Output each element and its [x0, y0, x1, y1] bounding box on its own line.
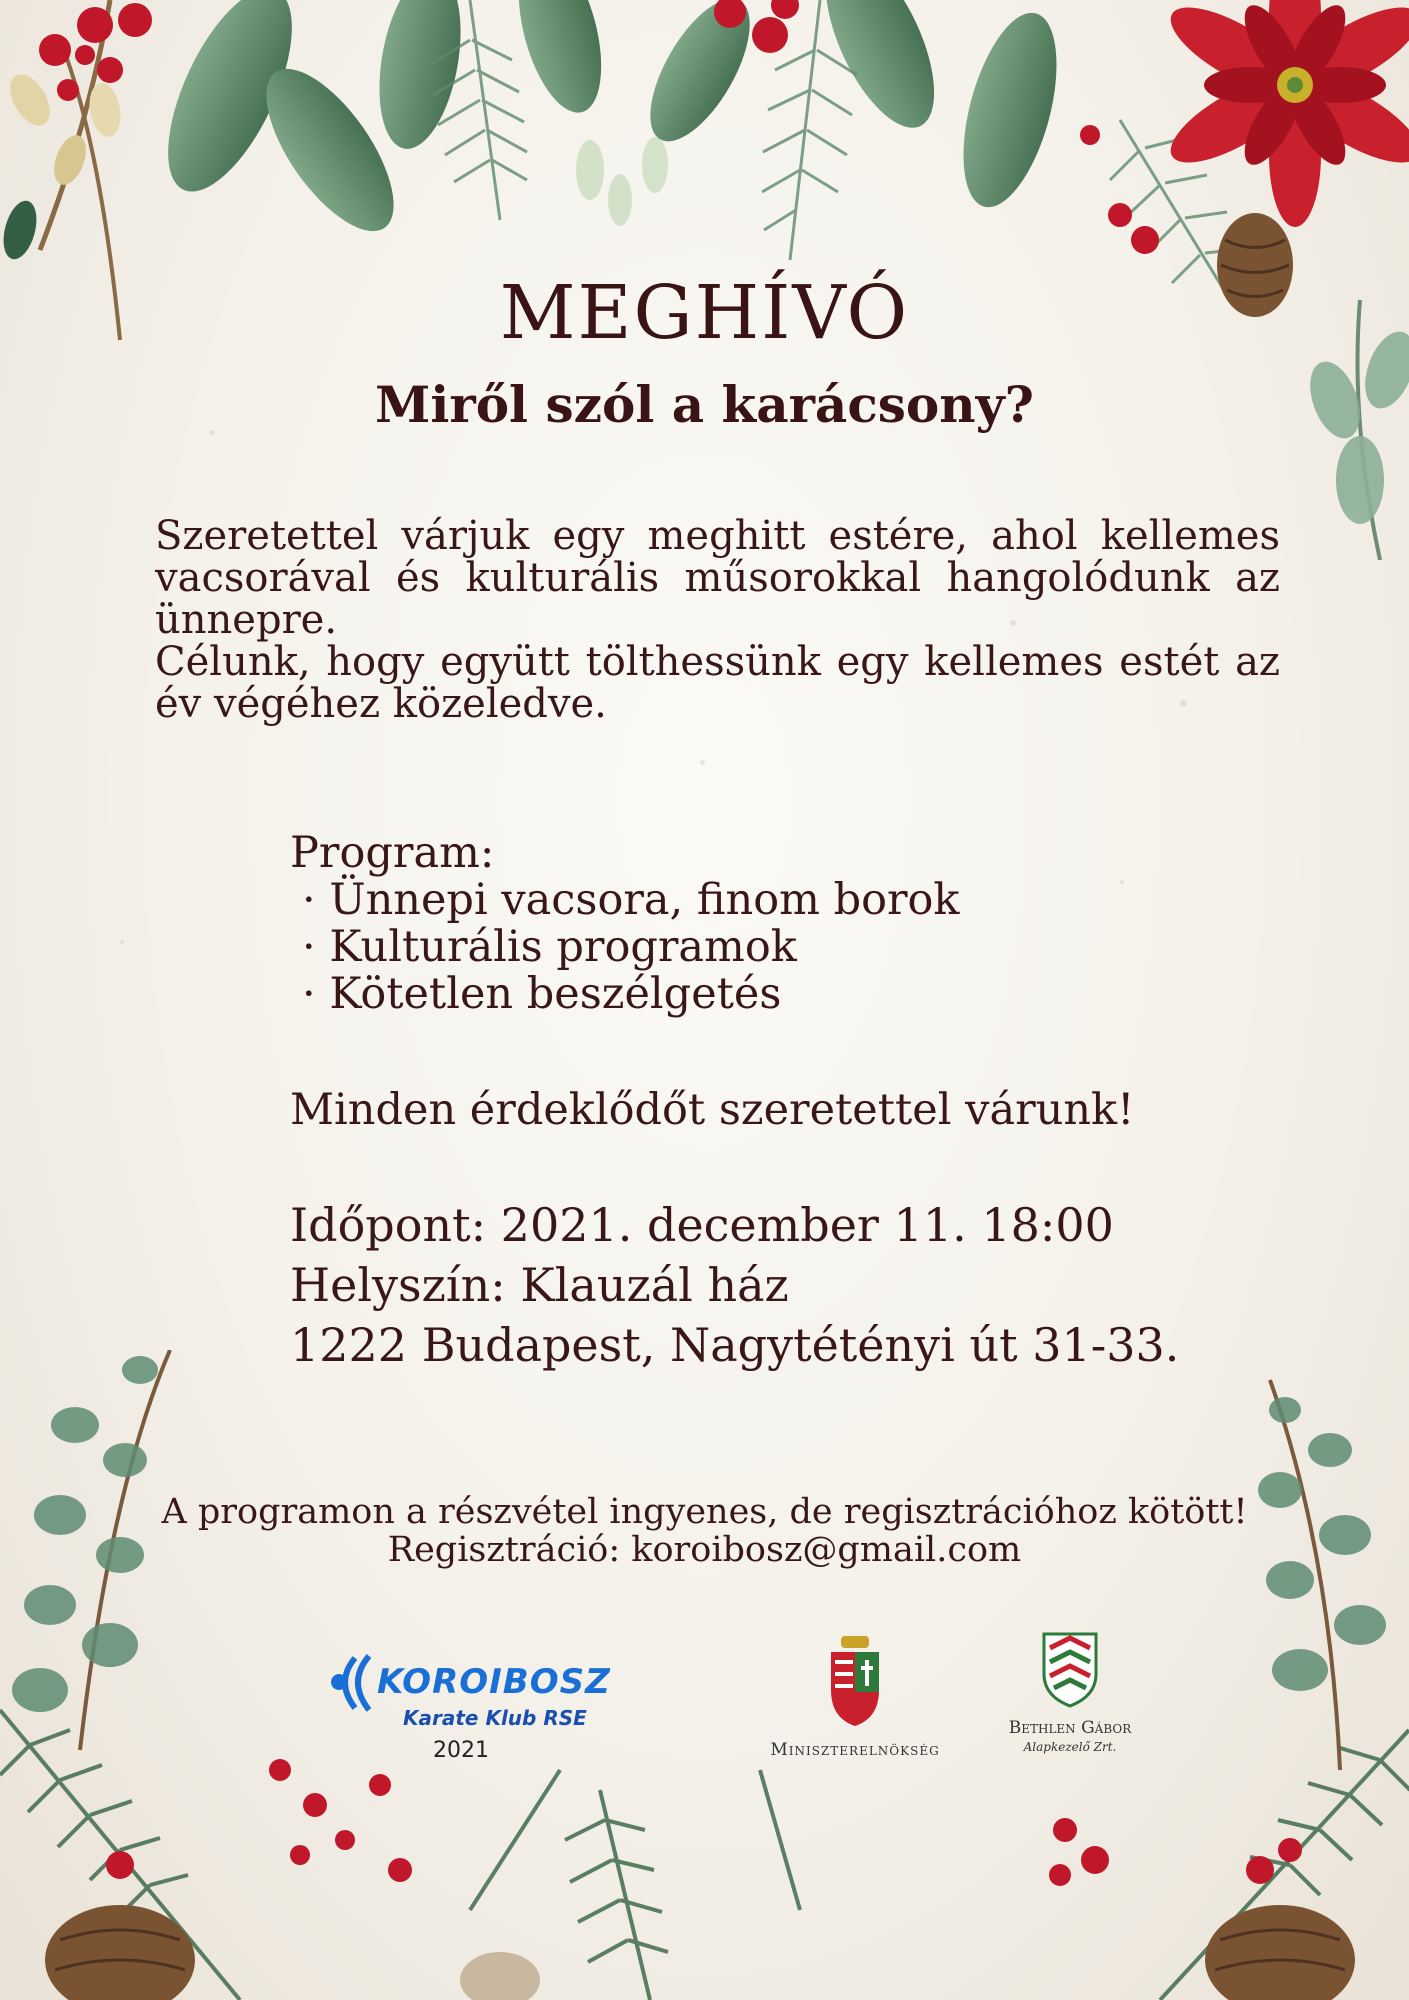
invitation-subtitle: Miről szól a karácsony? [375, 375, 1034, 434]
hungarian-coat-of-arms-icon [825, 1630, 885, 1730]
ministry-label: Miniszterelnökség [770, 1740, 940, 1760]
event-details [290, 1195, 1179, 1375]
speck [120, 940, 124, 944]
registration-note [0, 1493, 1409, 1569]
footer-note: A programon a részvétel ingyenes, de regisztrációhoz kötött! [161, 1492, 1248, 1532]
bethlen-subtitle: Alapkezelő Zrt. [1023, 1740, 1117, 1754]
program-section [290, 830, 1190, 1018]
program-heading: Program: [290, 828, 495, 878]
event-venue: Helyszín: Klauzál ház [290, 1258, 789, 1312]
intro-paragraph: Célunk, hogy együtt tölthessünk egy kellemes estét az év végéhez közeledve. [155, 639, 1280, 727]
invitation-title: MEGHÍVÓ [499, 270, 910, 356]
program-item: · Ünnepi vacsora, finom borok [302, 877, 1190, 924]
bethlen-shield-icon [1040, 1630, 1100, 1710]
event-address: 1222 Budapest, Nagytétényi út 31-33. [290, 1318, 1180, 1372]
intro-paragraph: Szeretettel várjuk egy meghitt estére, ahol kellemes vacsorával és kulturális műsorokkal hangolódunk az ünnepre. [155, 513, 1280, 643]
program-list [290, 877, 1190, 1018]
welcome-text: Minden érdeklődőt szeretettel várunk! [290, 1085, 1135, 1135]
ministry-logo [740, 1630, 970, 1770]
sponsor-logos [0, 1630, 1409, 1780]
bethlen-name: Bethlen Gábor [1008, 1718, 1132, 1738]
koroibosz-year: 2021 [433, 1738, 489, 1763]
registration-email[interactable]: Regisztráció: koroibosz@gmail.com [387, 1530, 1022, 1570]
event-time: Időpont: 2021. december 11. 18:00 [290, 1198, 1114, 1252]
koroibosz-name: KOROIBOSZ [377, 1662, 611, 1702]
bethlen-gabor-logo [985, 1630, 1155, 1770]
intro-text [155, 515, 1280, 725]
speck [700, 760, 705, 765]
program-item: · Kötetlen beszélgetés [302, 971, 1190, 1018]
koroibosz-logo [325, 1630, 665, 1770]
program-item: · Kulturális programok [302, 924, 1190, 971]
koroibosz-subtitle: Karate Klub RSE [403, 1706, 587, 1730]
